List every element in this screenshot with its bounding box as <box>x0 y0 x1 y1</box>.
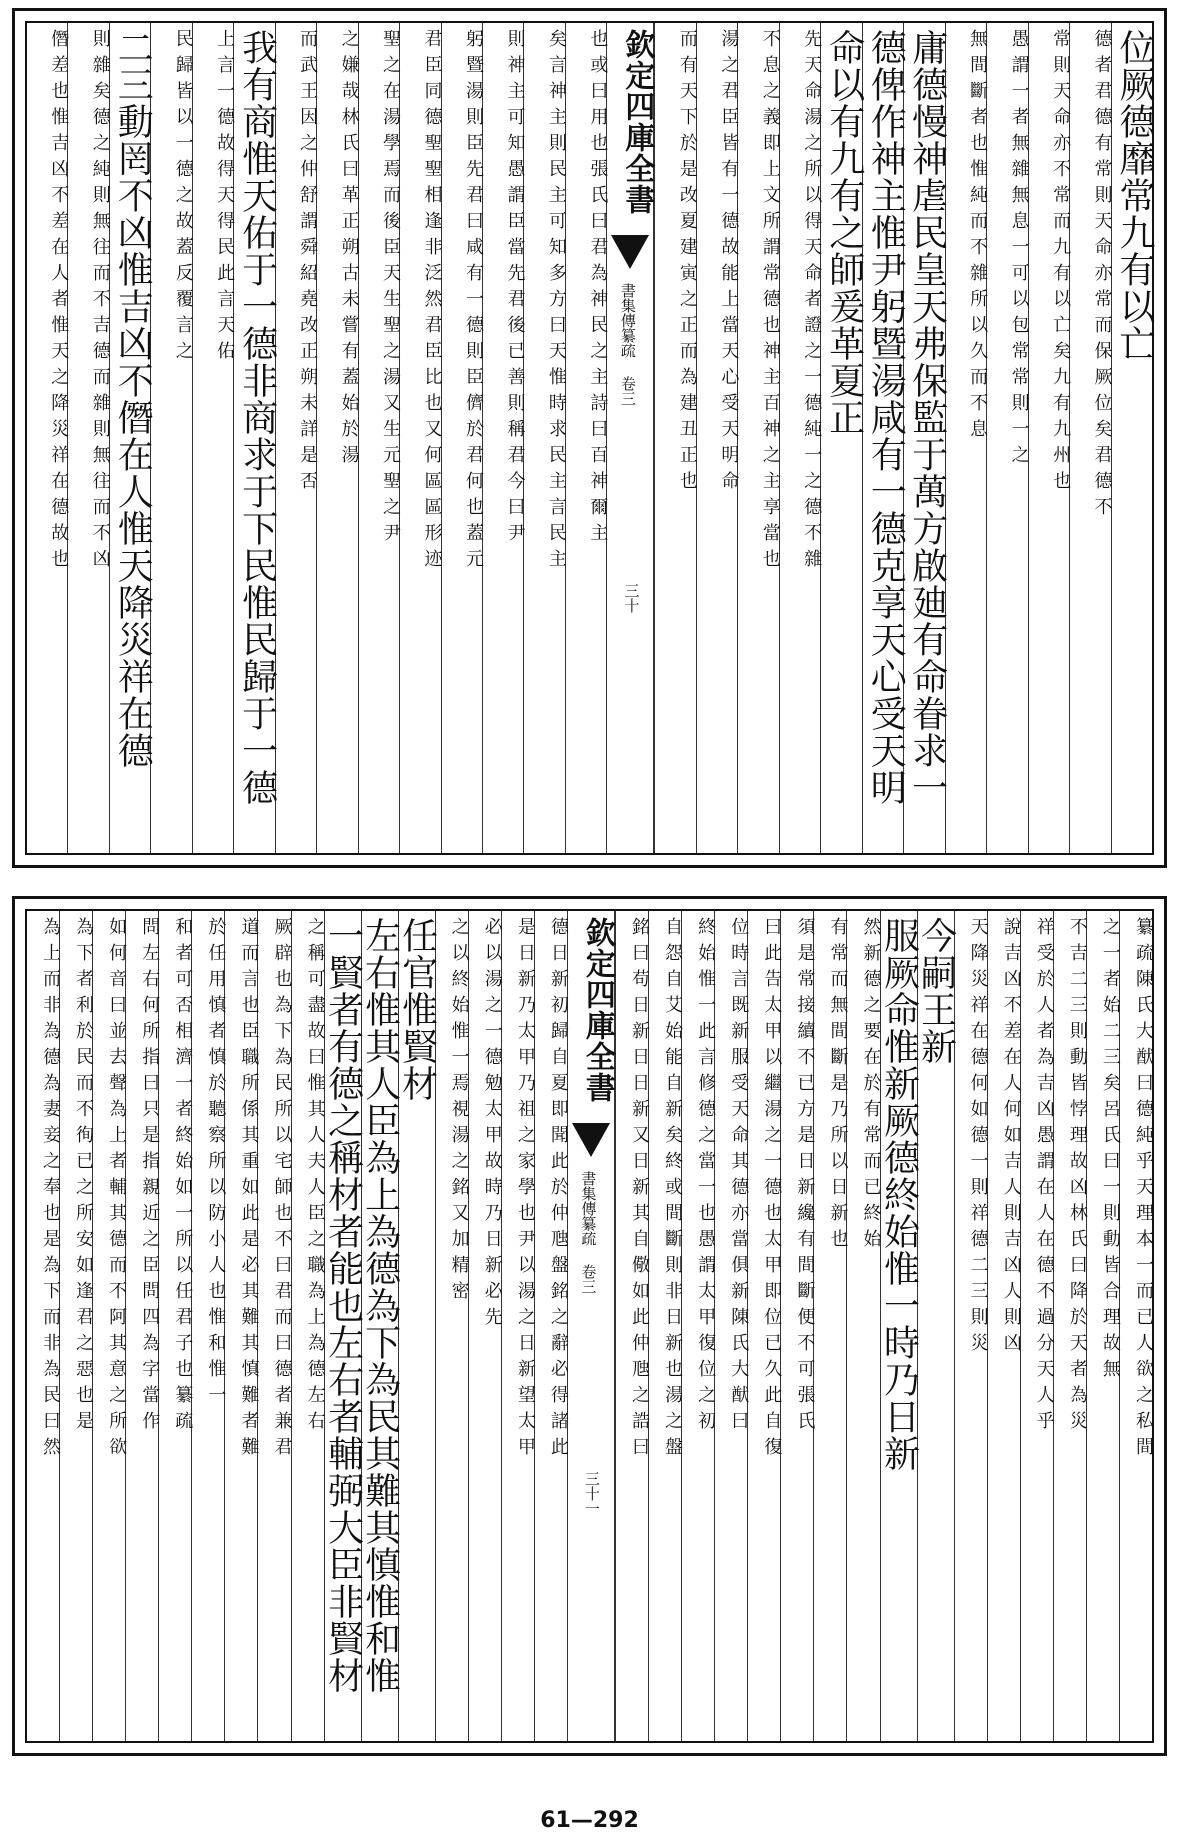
column-text: 庸德慢神虐民皇天弗保監于萬方啟廸有命眷求一 <box>906 29 948 806</box>
collection-title: 欽定四庫全書 <box>579 917 615 1103</box>
commentary-column <box>482 23 526 853</box>
column-text: 命以有九有之師爰革夏正 <box>823 29 865 436</box>
main-text-column <box>109 23 154 853</box>
column-text: 纂疏陳氏大猷曰德純乎天理本一而已人欲之私間 <box>1133 917 1154 1463</box>
commentary-column <box>399 23 443 853</box>
column-text: 自怨自艾始能自新矣終或間斷則非日新也湯之盤 <box>662 917 684 1463</box>
center-fold <box>567 911 615 1741</box>
column-text: 為下者利於民而不徇已之所安如逢君之惡也是 <box>73 917 95 1437</box>
column-text: 無間斷者也惟純而不雜所以久而不息 <box>967 29 989 445</box>
top-text-grid <box>27 23 1155 853</box>
commentary-column <box>358 23 402 853</box>
column-text: 祥受於人者為吉凶愚謂在人在德不過分天人乎 <box>1033 917 1055 1437</box>
commentary-column <box>523 23 567 853</box>
column-text: 湯之君臣皆有一德故能上當天心受天明命 <box>718 29 740 497</box>
column-text: 德日新初歸自夏即聞此於仲虺盤銘之辭必得諸此 <box>547 917 569 1463</box>
commentary-column <box>191 911 227 1741</box>
column-text: 位厥德靡常九有以亡 <box>1114 29 1155 362</box>
commentary-column <box>468 911 501 1741</box>
column-text: 須是常接續不已方是日新纔有間斷便不可張氏 <box>794 917 816 1437</box>
main-text-column <box>915 911 957 1741</box>
column-text: 聖之在湯學焉而後臣天生聖之湯又生元聖之尹 <box>380 29 402 549</box>
column-text: 上言一德故得天得民此言天佑 <box>214 29 236 367</box>
column-text: 二三動罔不凶惟吉凶不僭在人惟天降災祥在德 <box>112 29 154 769</box>
commentary-column <box>1053 911 1086 1741</box>
column-text: 也或曰用也張氏曰君為神民之主詩曰百神爾主 <box>587 29 609 549</box>
commentary-column <box>779 23 823 853</box>
commentary-column <box>696 23 740 853</box>
bottom-page-panel <box>12 896 1167 1756</box>
column-text: 德者君德有常則天命亦常而保厥位矣君德不 <box>1091 29 1113 523</box>
commentary-column <box>316 23 360 853</box>
commentary-column <box>987 911 1020 1741</box>
commentary-column <box>275 23 319 853</box>
bottom-text-grid <box>27 911 1152 1741</box>
commentary-column <box>648 911 684 1741</box>
column-text: 常則天命亦不常而九有以亡矣九有九州也 <box>1050 29 1072 497</box>
commentary-column <box>534 911 567 1741</box>
main-text-column <box>322 911 364 1741</box>
column-text: 躬暨湯則臣先君曰咸有一德則臣儕於君何也蓋元 <box>462 29 484 575</box>
commentary-column <box>813 911 849 1741</box>
column-text: 有常而無間斷是乃所以日新也 <box>827 917 849 1255</box>
column-text: 終始惟一此言修德之當一也愚謂太甲復位之初 <box>695 917 717 1437</box>
commentary-column <box>780 911 816 1741</box>
commentary-column <box>747 911 783 1741</box>
column-text: 則神主可知愚謂臣當先君後已善則稱君今曰尹 <box>504 29 526 549</box>
folio-number: 三十 <box>622 583 641 613</box>
main-text-column <box>862 23 907 853</box>
column-text: 德俾作神主惟尹躬暨湯咸有一德克享天心受天明 <box>865 29 907 806</box>
column-text: 為上而非為德為妻妾之奉也是為下而非為民曰然 <box>39 917 61 1463</box>
main-text-column <box>359 911 401 1741</box>
column-text: 不息之義即上文所謂常德也神主百神之主享當也 <box>759 29 781 575</box>
column-text: 於任用慎者慎於聽察所以防小人也惟和惟一 <box>205 917 227 1411</box>
column-text: 厥辟也為下為民所以宅師也不曰君而曰德者兼君 <box>271 917 293 1463</box>
commentary-column <box>986 23 1030 853</box>
column-text: 任官惟賢材 <box>396 917 438 1102</box>
column-text: 而武王因之仲舒謂舜紹堯改正朔未詳是否 <box>297 29 319 497</box>
column-text: 今嗣王新 <box>915 917 957 1065</box>
column-text: 之嫌哉林氏曰革正朔古未嘗有蓋始於湯 <box>338 29 360 471</box>
column-text: 然新德之要在於有常而已終始 <box>860 917 882 1255</box>
main-text-column <box>878 911 920 1741</box>
commentary-column <box>615 911 648 1741</box>
commentary-column <box>1086 911 1119 1741</box>
main-text-column <box>820 23 865 853</box>
column-text: 說吉凶不差在人何如吉人則吉凶人則凶 <box>1000 917 1022 1359</box>
column-text: 僭差也惟吉凶不差在人者惟天之降災祥在德故也 <box>48 29 70 575</box>
column-text: 和者可否相濟一者終始如一所以任君子也纂疏 <box>172 917 194 1437</box>
column-text: 先天命湯之所以得天命者證之一德純一之德不雜 <box>801 29 823 575</box>
commentary-column <box>737 23 781 853</box>
column-text: 不吉二三則動皆悖理故凶林氏曰降於天者為災 <box>1066 917 1088 1437</box>
column-text: 而有天下於是改夏建寅之正而為建丑正也 <box>676 29 698 497</box>
commentary-column <box>67 23 111 853</box>
commentary-column <box>27 911 59 1741</box>
column-text: 之稱可盡故曰惟其人夫人臣之職為上為德左右 <box>304 917 326 1437</box>
column-text: 君臣同德聖聖相逢非泛然君臣比也又何區區形迹 <box>421 29 443 575</box>
column-text: 問左右何所指曰只是指親近之臣問四為字當作 <box>139 917 161 1437</box>
commentary-column <box>27 23 70 853</box>
main-text-column <box>1111 23 1155 853</box>
column-text: 銘曰苟日新日日新又日新其自儆如此仲虺之誥曰 <box>628 917 650 1463</box>
commentary-column <box>846 911 882 1741</box>
column-text: 之以終始惟一焉視湯之銘又加精密 <box>448 917 470 1307</box>
column-text: 左右惟其人臣為上為德為下為民其難其慎惟和惟 <box>359 917 401 1694</box>
commentary-column <box>501 911 534 1741</box>
commentary-column <box>565 23 609 853</box>
column-text: 民歸皆以一德之故蓋反覆言之 <box>172 29 194 367</box>
column-text: 矣言神主則民主可知多方曰天惟時求民主言民主 <box>545 29 567 575</box>
column-text: 我有商惟天佑于一德非商求于下民惟民歸于一德 <box>236 29 278 806</box>
column-text: 道而言也臣職所係其重如此是必其難其慎難者難 <box>238 917 260 1463</box>
column-text: 服厥命惟新厥德終始惟一時乃日新 <box>878 917 920 1472</box>
column-text: 之一者始二三矣呂氏曰一則動皆合理故無 <box>1099 917 1121 1385</box>
column-text: 如何音曰並去聲為上者輔其德而不阿其意之所欲 <box>106 917 128 1463</box>
commentary-column <box>125 911 161 1741</box>
commentary-column <box>945 23 989 853</box>
column-text: 愚謂一者無雜無息一可以包常常則一之 <box>1008 29 1030 471</box>
column-text: 必以湯之一德勉太甲故時乃日新必先 <box>481 917 503 1333</box>
commentary-column <box>681 911 717 1741</box>
commentary-column <box>291 911 324 1741</box>
main-text-column <box>903 23 948 853</box>
commentary-column <box>954 911 987 1741</box>
commentary-column <box>1069 23 1113 853</box>
book-title: 書集傳纂疏 卷三 <box>579 1171 598 1294</box>
commentary-column <box>714 911 750 1741</box>
fishtail-mark <box>572 1123 610 1157</box>
top-page-panel <box>12 8 1167 868</box>
commentary-column <box>1020 911 1053 1741</box>
main-text-column <box>233 23 278 853</box>
commentary-column <box>435 911 468 1741</box>
commentary-column <box>1119 911 1152 1741</box>
commentary-column <box>257 911 293 1741</box>
column-text: 曰此告太甲以繼湯之一德也太甲即位已久此自復 <box>761 917 783 1463</box>
commentary-column <box>150 23 194 853</box>
column-text: 天降災祥在德何如德一則祥德二三則災 <box>967 917 989 1359</box>
column-text: 是日新乃太甲乃祖之家學也尹以湯之日新望太甲 <box>514 917 536 1463</box>
commentary-column <box>92 911 128 1741</box>
commentary-column <box>192 23 236 853</box>
column-text: 一賢者有德之稱材者能也左右者輔弼大臣非賢材 <box>322 917 364 1694</box>
commentary-column <box>1028 23 1072 853</box>
center-fold <box>606 23 654 853</box>
commentary-column <box>654 23 698 853</box>
folio-number: 三十一 <box>582 1471 601 1516</box>
main-text-column <box>396 911 438 1741</box>
fishtail-mark <box>611 235 649 269</box>
book-title: 書集傳纂疏 卷三 <box>618 283 637 406</box>
collection-title: 欽定四庫全書 <box>619 29 655 215</box>
page-number: 61—292 <box>540 1808 639 1833</box>
commentary-column <box>224 911 260 1741</box>
commentary-column <box>158 911 194 1741</box>
column-text: 位時言既新服受天命其德亦當俱新陳氏大猷曰 <box>728 917 750 1437</box>
column-text: 則雜矣德之純則無往而不吉德而雜則無往而不凶 <box>89 29 111 575</box>
commentary-column <box>59 911 95 1741</box>
commentary-column <box>441 23 482 853</box>
